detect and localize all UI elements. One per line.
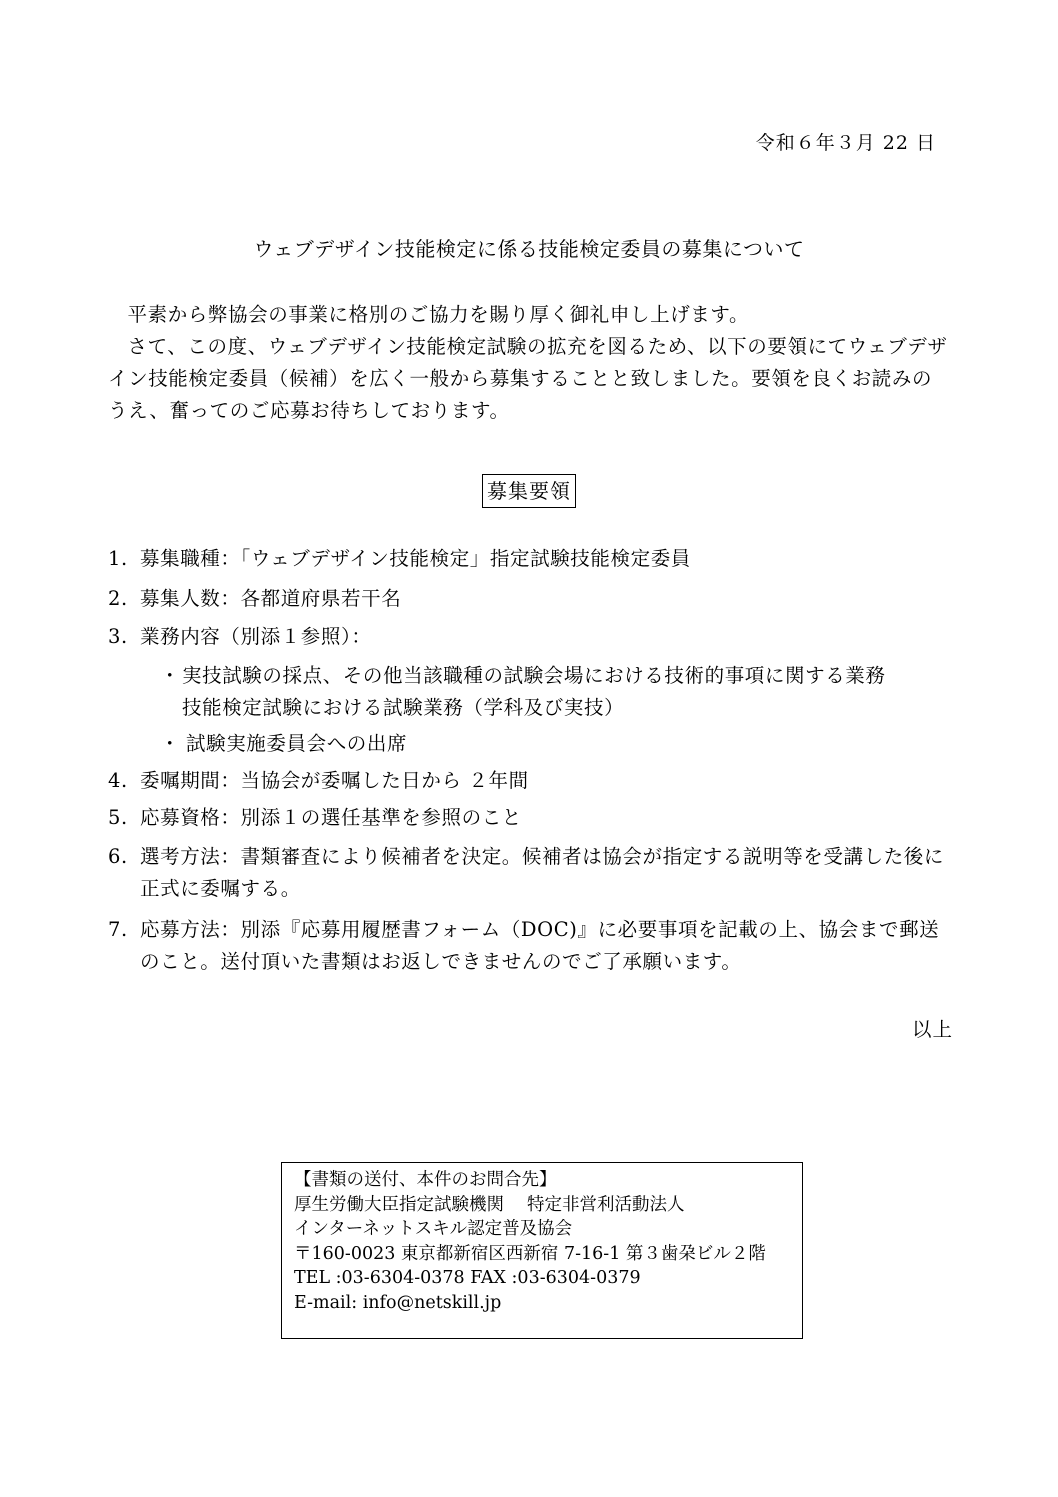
list-item — [108, 543, 948, 575]
contact-email: E-mail: info@netskill.jp — [294, 1292, 502, 1313]
list-item-number: 2. — [108, 587, 128, 610]
duty-line-1: 実技試験の採点、その他当該職種の試験会場における技術的事項に関する業務 — [182, 664, 886, 687]
list-item-number: 3. — [108, 625, 128, 648]
list-item-text: 業務内容（別添１参照）： — [140, 625, 372, 648]
list-item-text: 募集職種：「ウェブデザイン技能検定」指定試験技能検定委員 — [140, 547, 691, 570]
section-heading: 募集要領 — [482, 474, 576, 508]
bullet-mark: ・ — [160, 732, 181, 755]
contact-address: 〒160-0023 東京都新宿区西新宿 7-16-1 第３歯朶ビル２階 — [294, 1243, 766, 1264]
list-item — [108, 621, 948, 653]
section-heading-wrap — [0, 474, 1058, 508]
contact-org-line: 厚生労働大臣指定試験機関 特定非営利活動法人 — [294, 1194, 685, 1215]
list-item — [108, 841, 948, 905]
document-date: 令和６年３月 22 日 — [755, 132, 936, 154]
document-title: ウェブデザイン技能検定に係る技能検定委員の募集について — [253, 237, 805, 261]
list-item — [108, 583, 948, 615]
duty-item — [160, 660, 950, 724]
duty-line-2: 技能検定試験における試験業務（学科及び実技） — [182, 696, 625, 719]
bullet-mark: ・ — [160, 664, 181, 687]
list-item-text: 委嘱期間：当協会が委嘱した日から ２年間 — [140, 769, 529, 792]
greeting-paragraph-2: さて、この度、ウェブデザイン技能検定試験の拡充を図るため、以下の要領にてウェブデザイン技能検定委員（候補）を広く一般から募集することと致しました。要領を良くお読みのうえ、奮ってのご応募お待ちしております。 — [108, 335, 948, 422]
list-item-number: 6. — [108, 845, 128, 868]
contact-org-name: インターネットスキル認定普及協会 — [294, 1219, 573, 1239]
greeting-paragraph-1: 平素から弊協会の事業に格別のご協力を賜り厚く御礼申し上げます。 — [127, 303, 750, 326]
greeting-section — [108, 299, 948, 427]
contact-tel-fax: TEL :03-6304-0378 FAX :03-6304-0379 — [294, 1268, 641, 1288]
list-item-number: 4. — [108, 769, 128, 792]
list-item-text: 選考方法：書類審査により候補者を決定。候補者は協会が指定する説明等を受講した後に正式に委嘱する。 — [140, 845, 945, 900]
list-item-text: 応募資格：別添１の選任基準を参照のこと — [140, 806, 522, 829]
list-item-text: 募集人数：各都道府県若干名 — [140, 587, 402, 610]
contact-heading: 【書類の送付、本件のお問合先】 — [294, 1170, 557, 1190]
list-item — [108, 765, 948, 797]
closing-mark: 以上 — [911, 1018, 953, 1041]
list-item — [108, 802, 948, 834]
contact-box — [281, 1162, 803, 1339]
list-item-number: 5. — [108, 806, 128, 829]
duty-line-1: 試験実施委員会への出席 — [186, 732, 408, 755]
list-item-number: 1. — [108, 547, 128, 570]
list-item-number: 7. — [108, 918, 128, 941]
list-item — [108, 914, 948, 978]
duty-item — [160, 728, 950, 760]
list-item-text: 応募方法：別添『応募用履歴書フォーム（DOC)』に必要事項を記載の上、協会まで郵送のこと。送付頂いた書類はお返しできませんのでご了承願います。 — [140, 918, 940, 973]
